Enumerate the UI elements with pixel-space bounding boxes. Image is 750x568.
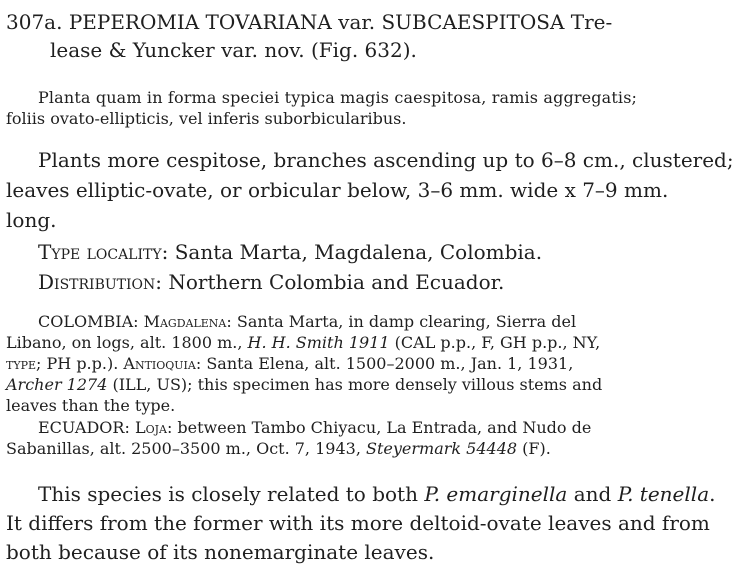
latin-line-1: Planta quam in forma speciei typica magis caespitosa, ramis aggregatis; [38, 88, 638, 107]
species-tenella: P. tenella [617, 482, 710, 506]
specimen-text: ; PH p.p.). [36, 354, 124, 373]
specimen-text: Libano, on logs, alt. 1800 m., [6, 333, 248, 352]
specimen-line-4 [6, 375, 602, 394]
heading-line-2: lease & Yuncker var. nov. (Fig. 632). [50, 38, 417, 62]
specimen-line-7 [6, 439, 551, 458]
collector-steyermark: Steyermark 54448 [366, 439, 518, 458]
discussion-line-3: both because of its nonemarginate leaves. [6, 540, 435, 564]
discussion-line-1 [38, 482, 715, 506]
description-line-1: Plants more cespitose, branches ascending up to 6–8 cm., clustered; [38, 148, 734, 172]
collector-archer: Archer 1274 [6, 375, 108, 394]
country-ecuador: ECUADOR: [38, 418, 135, 437]
specimen-text: Sabanillas, alt. 2500–3500 m., Oct. 7, 1943, [6, 439, 366, 458]
description-line-3: long. [6, 208, 57, 232]
discussion-text: . [709, 482, 716, 506]
distribution [38, 270, 504, 294]
dept-magdalena: Magdalena [143, 312, 227, 331]
type-locality [38, 240, 542, 264]
type-marker: type [6, 354, 37, 373]
species-emarginella: P. emarginella [424, 482, 568, 506]
discussion-text: This species is closely related to both [38, 482, 425, 506]
country-colombia: COLOMBIA: [38, 312, 144, 331]
distribution-text: Northern Colombia and Ecuador. [162, 270, 505, 294]
distribution-sep: : [155, 270, 162, 294]
specimen-line-1 [38, 312, 576, 331]
latin-line-2: foliis ovato-ellipticis, vel inferis suborbicularibus. [6, 109, 407, 128]
dept-antioquia: Antioquia [123, 354, 196, 373]
specimen-text: : between Tambo Chiyacu, La Entrada, and Nudo de [166, 418, 592, 437]
specimen-text: (ILL, US); this specimen has more densely villous stems and [107, 375, 603, 394]
specimen-text: (F). [517, 439, 551, 458]
specimen-line-2 [6, 333, 600, 352]
specimen-line-5: leaves than the type. [6, 396, 176, 415]
type-locality-text: Santa Marta, Magdalena, Colombia. [168, 240, 543, 264]
type-locality-label: Type locality [38, 240, 162, 264]
discussion-line-2: It differs from the former with its more deltoid-ovate leaves and from [6, 511, 710, 535]
specimen-text: : Santa Elena, alt. 1500–2000 m., Jan. 1, 1931, [195, 354, 574, 373]
distribution-label: Distribution [38, 270, 156, 294]
specimen-line-3 [6, 354, 573, 373]
specimen-text: : Santa Marta, in damp clearing, Sierra del [226, 312, 577, 331]
discussion-text: and [567, 482, 618, 506]
collector-smith: H. H. Smith 1911 [247, 333, 390, 352]
description-line-2: leaves elliptic-ovate, or orbicular below, 3–6 mm. wide x 7–9 mm. [6, 178, 669, 202]
specimen-line-6 [38, 418, 591, 437]
heading-line-1: 307a. PEPEROMIA TOVARIANA var. SUBCAESPITOSA Tre- [6, 10, 613, 34]
province-loja: Loja [134, 418, 167, 437]
type-locality-sep: : [161, 240, 169, 264]
specimen-text: (CAL p.p., F, GH p.p., NY, [389, 333, 601, 352]
